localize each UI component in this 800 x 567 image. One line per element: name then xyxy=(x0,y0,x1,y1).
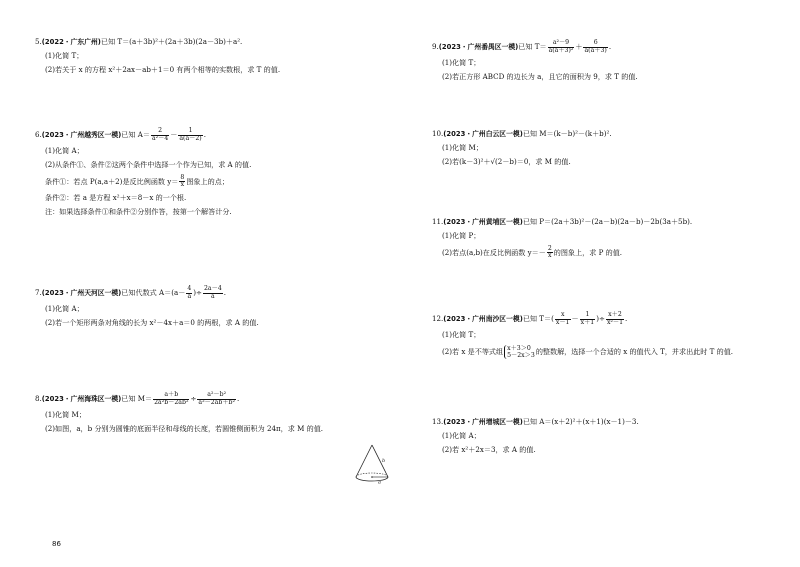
problem-6: 6.(2023・广州越秀区一模)已知 A＝ $\frac{2}{\text{a²－4}}$ － $\frac{1}{a(a-2)}$ . (1)化简 A； (2)从条件①、条件②这两个条件中选择一个作为已知，求 A 的值. 条件①：若点 P(a,a＋2)是反比例函数 y＝ $\frac{8}{x}$ 图象上的点； 条件②：若 a 是方程 x²＋x＝8－x 的一个根. 注：如果选择条件①和条件②分别作答，按第一个解答计分. xyxy=(35,128,395,221)
inequality-system: x＋3＞0 5－2x＞3 xyxy=(504,345,535,359)
question-1: (1)化简 A； xyxy=(45,304,84,313)
cone-slant-right xyxy=(372,445,388,477)
problem-number: 10. xyxy=(432,129,444,138)
question-2: (2)若关于 x 的方程 x²＋2ax－ab＋1＝0 有两个相等的实数根，求 T 的值. xyxy=(45,64,281,74)
question-1: (1)化简 T； xyxy=(442,330,481,339)
question-2: (2)若(k－3)²＋√(2－b)＝0，求 M 的值. xyxy=(442,156,571,166)
question-2: (2)若一个矩形两条对角线的长为 x²－4x＋a＝0 的两根，求 A 的值. xyxy=(45,317,259,327)
condition-2: 条件②：若 a 是方程 x²＋x＝8－x 的一个根. xyxy=(45,192,187,202)
problem-number: 6. xyxy=(35,130,42,139)
fraction: $\frac{x+2}{\text{x²－1}}$ xyxy=(606,311,624,326)
note: 注：如果选择条件①和条件②分别作答，按第一个解答计分. xyxy=(45,206,232,216)
problem-stem: 已知代数式 A＝ xyxy=(121,288,172,297)
problem-stem: 已知 M＝(k－b)²－(k＋b)². xyxy=(522,129,612,138)
problem-12: 12.(2023・广州南沙区一模)已知 T＝( $\frac{x}{x-1}$ － $\frac{1}{x+1}$ )÷ $\frac{x+2}{\text{x²－1}}$ . (1)化简 T； (2)若 x 是不等式组 x＋3＞0 5－2x＞3 的整数解，选择一个合适的 x 的值代入 T，并求出此时 T 的值. xyxy=(432,312,792,364)
problem-stem: 已知 M＝ xyxy=(121,394,153,403)
fraction: $\frac{4}{a}$ xyxy=(187,285,192,300)
problem-source: (2023・广州黄埔区一模) xyxy=(443,218,523,226)
problem-source: (2023・广州番禺区一模) xyxy=(438,43,519,51)
problem-8: 8.(2023・广州海珠区一模)已知 M＝ $\frac{a+b}{\text{2a²b－2ab²}}$ ÷ $\frac{\text{a²－b²}}{\text{a²－2ab＋b²}}$ . (1)化简 M； (2)如图，a，b 分别为圆锥的底面半径和母线的长度，若圆锥侧面积为 24π，求 M 的值. xyxy=(35,392,395,439)
fraction: $\frac{1}{a(a-2)}$ xyxy=(179,127,202,142)
problem-number: 8. xyxy=(35,394,42,403)
problem-number: 12. xyxy=(432,314,444,323)
problem-number: 9. xyxy=(432,42,439,51)
problem-number: 11. xyxy=(432,217,444,226)
problem-source: (2023・广州海珠区一模) xyxy=(41,395,122,403)
question-1: (1)化简 T； xyxy=(45,50,84,60)
problem-stem: 已知 P＝(2a＋3b)²－(2a－b)(2a－b)－2b(3a＋5b). xyxy=(522,217,693,226)
fraction: $\frac{8}{x}$ xyxy=(180,173,185,189)
question-2: (2)若 x²＋2x＝3，求 A 的值. xyxy=(442,444,536,454)
problem-stem: 已知 A＝ xyxy=(121,130,150,139)
page-number: 86 xyxy=(52,540,61,548)
problem-source: (2023・广州白云区一模) xyxy=(443,130,523,138)
problem-11 xyxy=(432,218,792,265)
question-2: (2)若 x 是不等式组 x＋3＞0 5－2x＞3 的整数解，选择一个合适的 x 的值代入 T，并求出此时 T 的值. xyxy=(442,344,734,359)
fraction: $\frac{\text{a²－9}}{\text{a(a＋3)²}}$ xyxy=(548,39,574,54)
fraction: $\frac{6}{a(a+3)}$ xyxy=(584,39,607,54)
fraction: $\frac{a+b}{\text{2a²b－2ab²}}$ xyxy=(154,391,189,406)
problem-source: (2023・广州增城区一模) xyxy=(443,418,523,426)
question-1: (1)化简 P； xyxy=(442,230,481,240)
problem-source: (2022・广东广州) xyxy=(41,38,101,46)
problem-9: 9.(2023・广州番禺区一模)已知 T＝ $\frac{\text{a²－9}}{\text{a(a＋3)²}}$ ＋ $\frac{6}{a(a+3)}$ . (1)化简 T； (2)若正方形 ABCD 的边长为 a，且它的面积为 9，求 T 的值. xyxy=(432,40,792,87)
condition-1: 条件①：若点 P(a,a＋2)是反比例函数 y＝ $\frac{8}{x}$ 图象上的点； xyxy=(45,173,229,189)
question-2: (2)若正方形 ABCD 的边长为 a，且它的面积为 9，求 T 的值. xyxy=(442,71,638,81)
problem-number: 5. xyxy=(35,37,42,46)
question-1: (1)化简 M； xyxy=(45,410,86,419)
question-1: (1)化简 T； xyxy=(442,58,481,67)
problem-stem: 已知 A＝(x＋2)²＋(x＋1)(x－1)－3. xyxy=(522,417,639,426)
cone-figure xyxy=(350,443,394,485)
problem-number: 13. xyxy=(432,417,444,426)
problem-source: (2023・广州天河区一模) xyxy=(41,289,122,297)
problem-7: 7.(2023・广州天河区一模)已知代数式 A＝(a－ $\frac{4}{a}$ )÷ $\frac{2a-4}{a}$ . (1)化简 A； (2)若一个矩形两条对角线的长为 x²－4x＋a＝0 的两根，求 A 的值. xyxy=(35,286,395,333)
question-2: (2)从条件①、条件②这两个条件中选择一个作为已知，求 A 的值. xyxy=(45,159,252,169)
problem-source: (2023・广州越秀区一模) xyxy=(41,131,122,139)
problem-stem: 已知 T＝ xyxy=(522,314,552,323)
problem-stem: 已知 T＝ xyxy=(518,42,547,51)
cone-slant-left xyxy=(356,445,372,477)
question-2: (2)如图，a，b 分别为圆锥的底面半径和母线的长度，若圆锥侧面积为 24π，求 M 的值. xyxy=(45,423,324,433)
problem-5 xyxy=(35,38,395,80)
cone-label-a: a xyxy=(378,479,381,485)
problem-13 xyxy=(432,418,792,460)
question-1: (1)化简 M； xyxy=(442,142,483,152)
question-1: (1)化简 A； xyxy=(45,146,84,155)
fraction: $\frac{2}{x}$ xyxy=(547,244,552,260)
problem-source: (2023・广州南沙区一模) xyxy=(443,315,523,323)
fraction: $\frac{2a-4}{a}$ xyxy=(204,285,222,300)
question-2: (2)若点(a,b)在反比例函数 y＝－ $\frac{2}{x}$ 的图象上，求 P 的值. xyxy=(442,244,623,260)
cone-label-b: b xyxy=(382,458,386,464)
cone-center xyxy=(371,476,373,478)
fraction: $\frac{x}{x-1}$ xyxy=(555,311,570,326)
problem-10 xyxy=(432,130,792,172)
fraction: $\frac{\text{a²－b²}}{\text{a²－2ab＋b²}}$ xyxy=(198,391,235,406)
fraction: $\frac{1}{x+1}$ xyxy=(580,311,595,326)
problem-number: 7. xyxy=(35,288,42,297)
fraction: $\frac{2}{\text{a²－4}}$ xyxy=(151,127,169,142)
question-1: (1)化简 A； xyxy=(442,430,481,440)
problem-stem: 已知 T＝(a＋3b)²＋(2a＋3b)(2a－3b)＋a². xyxy=(100,37,243,46)
